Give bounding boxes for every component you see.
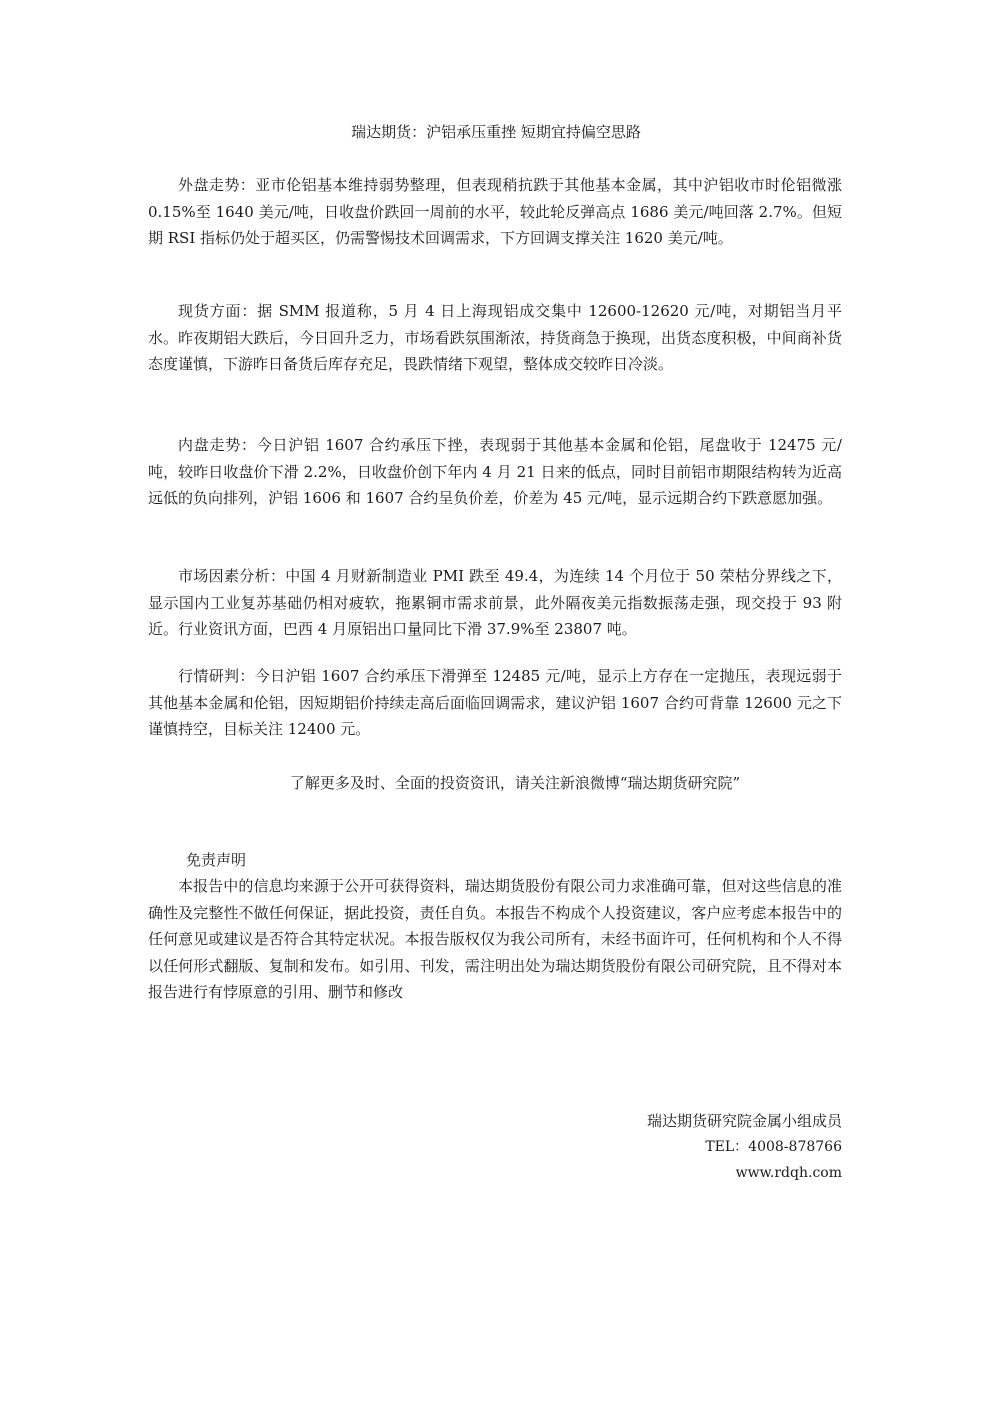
paragraph-spot-market: 现货方面：据 SMM 报道称，5 月 4 日上海现铝成交集中 12600-12620 元/吨，对期铝当月平水。昨夜期铝大跌后，今日回升乏力，市场看跌氛围渐浓，持货商急于换现，出货态度积极，中间商补货态度谨慎，下游昨日备货后库存充足，畏跌情绪下观望，整体成交较昨日冷淡。 — [148, 302, 842, 373]
paragraph-outlook: 行情研判：今日沪铝 1607 合约承压下滑弹至 12485 元/吨，显示上方存在一定抛压，表现远弱于其他基本金属和伦铝，因短期铝价持续走高后面临回调需求，建议沪铝 1607 合约可背靠 12600 元之下谨慎持空，目标关注 12400 元。 — [148, 667, 842, 738]
document-title: 瑞达期货：沪铝承压重挫 短期宜持偏空思路 — [351, 123, 641, 141]
paragraph-overseas-market: 外盘走势：亚市伦铝基本维持弱势整理，但表现稍抗跌于其他基本金属，其中沪铝收市时伦铝微涨 0.15%至 1640 美元/吨，日收盘价跌回一周前的水平，较此轮反弹高点 1686 美元/吨回落 2.7%。但短期 RSI 指标仍处于超买区，仍需警惕技术回调需求，下方回调支撑关注 1620 美元/吨。 — [148, 176, 842, 247]
follow-note: 了解更多及时、全面的投资资讯，请关注新浪微博“瑞达期货研究院” — [289, 774, 741, 792]
signature-website: www.rdqh.com — [735, 1165, 842, 1181]
disclaimer-title: 免责声明 — [186, 851, 247, 869]
signature-team: 瑞达期货研究院金属小组成员 — [646, 1112, 842, 1130]
paragraph-domestic-market: 内盘走势：今日沪铝 1607 合约承压下挫，表现弱于其他基本金属和伦铝，尾盘收于 12475 元/吨，较昨日收盘价下滑 2.2%，日收盘价创下年内 4 月 21 日来的低点，同时目前铝市期限结构转为近高远低的负向排列，沪铝 1606 和 1607 合约呈负价差，价差为 45 元/吨，显示远期合约下跌意愿加强。 — [148, 436, 842, 507]
signature-tel: TEL：4008-878766 — [705, 1139, 842, 1155]
disclaimer-body: 本报告中的信息均来源于公开可获得资料，瑞达期货股份有限公司力求准确可靠，但对这些信息的准确性及完整性不做任何保证，据此投资，责任自负。本报告不构成个人投资建议，客户应考虑本报告中的任何意见或建议是否符合其特定状况。本报告版权仅为我公司所有，未经书面许可，任何机构和个人不得以任何形式翻版、复制和发布。如引用、刊发，需注明出处为瑞达期货股份有限公司研究院，且不得对本报告进行有悖原意的引用、删节和修改 — [148, 877, 842, 1001]
paragraph-market-factors: 市场因素分析：中国 4 月财新制造业 PMI 跌至 49.4，为连续 14 个月位于 50 荣枯分界线之下，显示国内工业复苏基础仍相对疲软，拖累铜市需求前景，此外隔夜美元指数振荡走强，现交投于 93 附近。行业资讯方面，巴西 4 月原铝出口量同比下滑 37.9%至 23807 吨。 — [148, 567, 842, 638]
